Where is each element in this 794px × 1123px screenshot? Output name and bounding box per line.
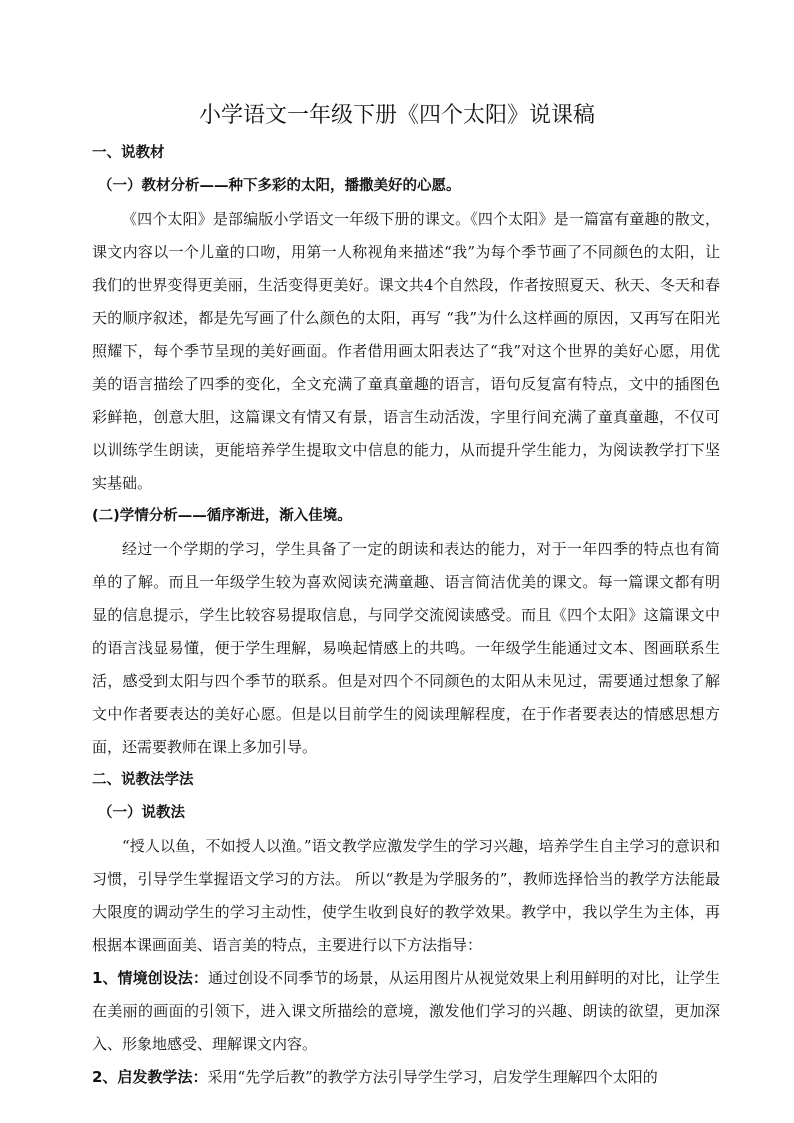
document-body: [92, 137, 720, 1094]
subheading-teaching-method: （一）说教法: [98, 805, 185, 821]
method-label-heuristic: 2、启发教学法：: [92, 1068, 208, 1086]
section-heading-textbook: 一、说教材: [92, 145, 165, 161]
section-heading-methods: 二、说教法学法: [92, 772, 194, 788]
method-item-heuristic: [92, 1061, 720, 1094]
method-label-situation: 1、情境创设法：: [92, 969, 208, 987]
paragraph-teaching-method: “授人以鱼，不如授人以渔。”语文教学应激发学生的学习兴趣，培养学生自主学习的意识和习惯，引导学生掌握语文学习的方法。 所以“教是为学服务的”，教师选择恰当的教学方法能最大限度的调动学生的学习主动性，使学生收到良好的教学效果。教学中，我以学生为主体，再根据本课画面美、语言美的特点，主要进行以下方法指导：: [92, 837, 720, 954]
subheading-textbook-analysis: （一）教材分析——种下多彩的太阳，播撒美好的心愿。: [98, 178, 461, 194]
method-item-situation: [92, 962, 720, 1061]
paragraph-textbook-analysis: 《四个太阳》是部编版小学语文一年级下册的课文。《四个太阳》是一篇富有童趣的散文，课文内容以一个儿童的口吻，用第一人称视角来描述“我”为每个季节画了不同颜色的太阳，让我们的世界变得更美丽，生活变得更美好。课文共4个自然段，作者按照夏天、秋天、冬天和春天的顺序叙述，都是先写画了什么颜色的太阳，再写 “我”为什么这样画的原因，又再写在阳光照耀下，每个季节呈现的美好画面。作者借用画太阳表达了“我”对这个世界的美好心愿，用优美的语言描绘了四季的变化，全文充满了童真童趣的语言，语句反复富有特点，文中的插图色彩鲜艳，创意大胆，这篇课文有情又有景，语言生动活泼，字里行间充满了童真童趣，不仅可以训练学生朗读，更能培养学生提取文中信息的能力，从而提升学生能力，为阅读教学打下坚实基础。: [92, 210, 720, 492]
paragraph-student-analysis: 经过一个学期的学习，学生具备了一定的朗读和表达的能力，对于一年四季的特点也有简单的了解。而且一年级学生较为喜欢阅读充满童趣、语言简洁优美的课文。每一篇课文都有明显的信息提示，学生比较容易提取信息，与同学交流阅读感受。而且《四个太阳》这篇课文中的语言浅显易懂，便于学生理解，易唤起情感上的共鸣。一年级学生能通过文本、图画联系生活，感受到太阳与四个季节的联系。但是对四个不同颜色的太阳从未见过，需要通过想象了解文中作者要表达的美好心愿。但是以目前学生的阅读理解程度，在于作者要表达的情感思想方面，还需要教师在课上多加引导。: [92, 540, 720, 756]
page-title: 小学语文一年级下册《四个太阳》说课稿: [198, 103, 595, 128]
method-text-heuristic: 采用“先学后教”的教学方法引导学生学习，启发学生理解四个太阳的: [207, 1068, 658, 1086]
method-text-situation: 通过创设不同季节的场景，从运用图片从视觉效果上利用鲜明的对比，让学生在美丽的画面的引领下，进入课文所描绘的意境，激发他们学习的兴趣、朗读的欲望，更加深入、形象地感受、理解课文内容。: [92, 969, 720, 1053]
subheading-student-analysis: (二)学情分析——循序渐进，渐入佳境。: [92, 508, 352, 524]
